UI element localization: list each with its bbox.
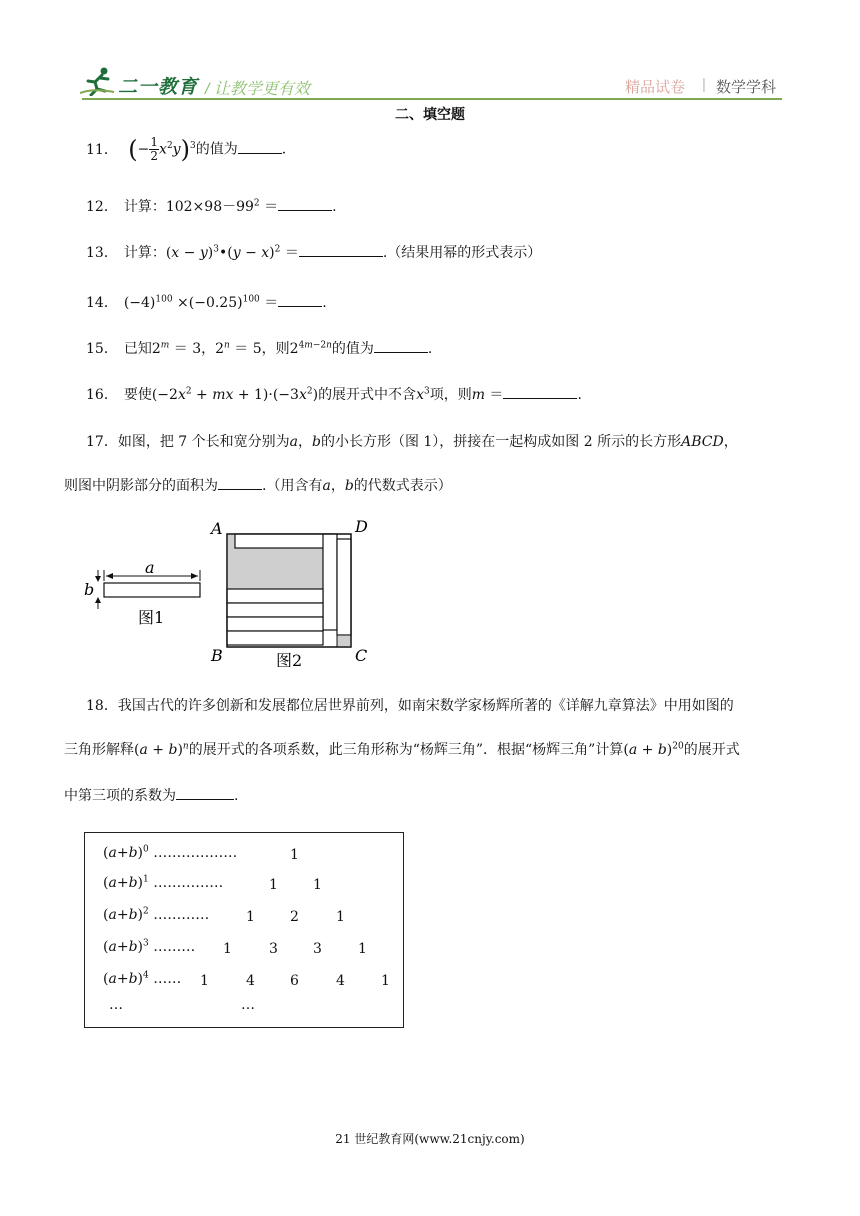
question-18-line-3: 中第三项的系数为 . (64, 774, 784, 818)
triangle-row-2: $(a+b)^2$ ………… (103, 906, 210, 923)
coefficient: 1 (358, 941, 367, 957)
coefficient: 4 (336, 973, 345, 989)
coefficient: 1 (269, 877, 278, 893)
math-expression: 102×98－99 (165, 199, 254, 215)
label-b: b (84, 580, 95, 599)
question-15: 15． 已知$2^m = 3$，$2^n = 5$，则$2^{4m-2n}$的值为 . (86, 338, 432, 359)
coefficient: 3 (269, 941, 278, 957)
label-C: C (355, 646, 368, 665)
question-12: 12． 计算：$102\times 98-99^2$ ＝ . (86, 196, 337, 217)
header-label-subject: 数学学科 (716, 79, 777, 96)
ellipsis-center: … (241, 997, 255, 1013)
yang-hui-triangle (84, 832, 404, 1028)
question-17-line-1: 17．如图，把 7 个长和宽分别为a，b的小长方形（图 1），拼接在一起构成如图 2 所示的长方形ABCD， (86, 434, 738, 450)
coefficient: 1 (223, 941, 232, 957)
question-text: 的值为 (195, 141, 238, 158)
header-rule (82, 98, 782, 100)
question-text: 已知 (123, 341, 152, 357)
answer-blank[interactable] (299, 242, 383, 257)
label-a: a (145, 558, 155, 577)
math-expression: $2^{4m-2n}$ (289, 340, 332, 357)
question-14: 14． $(-4)^{100} \times(-0.25)^{100}$ ＝ . (86, 292, 327, 313)
brand-slogan: / 让教学更有效 (205, 81, 310, 98)
label-A: A (211, 519, 223, 538)
question-number: 14． (86, 295, 118, 311)
figure-1 (84, 558, 200, 627)
label-D: D (355, 517, 368, 536)
question-17 (86, 420, 786, 464)
question-number: 11． (86, 141, 118, 158)
question-18-line-2: 三角形解释$(a + b)^n$的展开式的各项系数，此三角形称为“杨辉三角”．根据“杨辉三角”计算$(a + b)^{20}$的展开式 (64, 741, 740, 758)
math-expression: (−4) (123, 295, 156, 311)
caption-figure-1: 图1 (138, 608, 165, 627)
answer-blank[interactable] (238, 139, 282, 154)
coefficient: 1 (246, 909, 255, 925)
answer-blank[interactable] (503, 384, 577, 399)
coefficient: 3 (313, 941, 322, 957)
coefficient: 1 (381, 973, 390, 989)
answer-blank[interactable] (374, 338, 428, 353)
triangle-row-1: $(a+b)^1$ …………… (103, 874, 224, 891)
math-expression: $(x - y)^3•(y - x)^2$ ＝ (165, 244, 299, 261)
answer-blank[interactable] (218, 475, 262, 490)
question-16: 16． 要使($-2x^2$ + mx + $1)\cdot(-3x^2)$的展开式中不含$x^3$项，则m ＝ . (86, 384, 582, 405)
caption-figure-2: 图2 (276, 651, 303, 667)
answer-blank[interactable] (278, 292, 322, 307)
question-text: 计算： (123, 245, 166, 261)
coefficient: 1 (336, 909, 345, 925)
math-expression: ($-2x^2$ + mx + $1)\cdot(-3x^2)$ (151, 386, 319, 403)
question-18-line-1: 18．我国古代的许多创新和发展都位居世界前列，如南宋数学家杨辉所著的《详解九章算法》中用如图的 (86, 698, 734, 714)
math-expression: $2^m = 3$ (151, 340, 202, 357)
page-footer: 21 世纪教育网(www.21cnjy.com) (335, 1132, 525, 1146)
header-divider: | (702, 76, 706, 93)
brand-name: 二一教育 (118, 77, 199, 98)
question-number: 16． (86, 387, 118, 403)
question-number: 12． (86, 199, 118, 215)
coefficient: 4 (246, 973, 255, 989)
section-title: 二、填空题 (395, 107, 465, 123)
question-text: 计算： (123, 199, 166, 215)
ellipsis-left: … (109, 997, 123, 1013)
math-expression: $x^3$ (416, 386, 430, 403)
coefficient: 2 (290, 909, 299, 925)
coefficient: 6 (290, 973, 299, 989)
figure-17 (78, 515, 378, 667)
triangle-row-0: $(a+b)^0$ ……………… (103, 844, 238, 861)
answer-blank[interactable] (176, 785, 234, 800)
answer-blank[interactable] (278, 196, 332, 211)
coefficient: 1 (290, 847, 299, 863)
question-13 (86, 242, 541, 263)
triangle-row-4: $(a+b)^4$ …… (103, 970, 182, 987)
header-label-premium: 精品试卷 (625, 79, 686, 96)
runner-logo-icon (80, 66, 116, 96)
figure-2 (209, 517, 368, 667)
coefficient: 1 (313, 877, 322, 893)
math-expression: $2^n = 5$ (215, 340, 262, 357)
label-B: B (211, 646, 223, 665)
coefficient: 1 (200, 973, 209, 989)
question-note: .（结果用幂的形式表示） (382, 245, 542, 261)
question-number: 15． (86, 341, 118, 357)
triangle-row-3: $(a+b)^3$ ……… (103, 938, 196, 955)
math-expression: m ＝ (471, 387, 504, 403)
question-17-line-2: 则图中阴影部分的面积为 .（用含有a，b的代数式表示） (64, 464, 784, 508)
question-11: 11． (− $\frac{1}{2}$ $x^2y)^3$的值为 . (86, 135, 287, 164)
question-text: 要使 (123, 387, 152, 403)
question-number: 13． (86, 245, 118, 261)
page-header (0, 0, 860, 110)
